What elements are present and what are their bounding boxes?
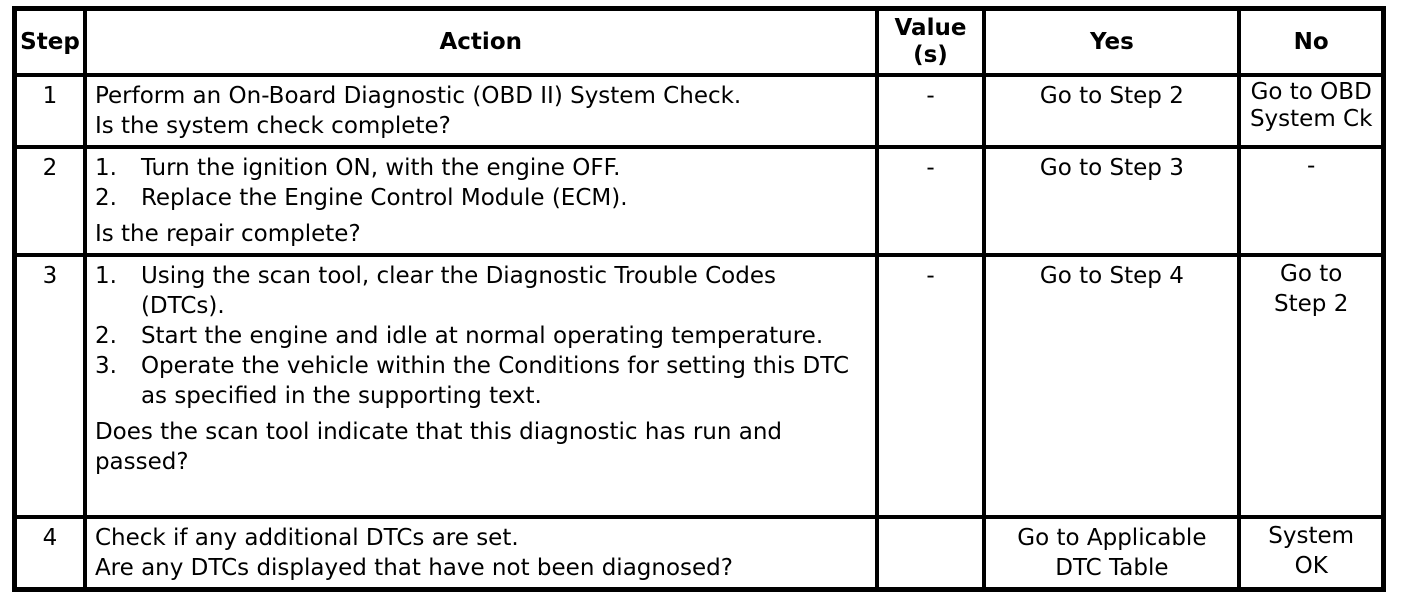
action-line: Perform an On-Board Diagnostic (OBD II) System Check. [94,83,742,109]
action-cell [85,147,877,255]
no-line: System [1268,523,1355,549]
header-yes: Yes [984,9,1239,75]
action-question: Is the repair complete? [94,221,361,247]
yes-cell: Go to Step 4 [984,255,1239,517]
list-item [95,153,867,183]
no-line: Go to OBD [1250,79,1372,105]
table-row [15,517,1383,589]
action-cell [85,75,877,147]
list-item [95,183,867,213]
action-line: Check if any additional DTCs are set. [94,525,519,551]
value-cell: - [877,75,985,147]
step-number: 4 [15,517,85,589]
yes-cell [984,517,1239,589]
diagnostic-table [12,6,1386,592]
step-number: 1 [15,75,85,147]
yes-cell: Go to Step 3 [984,147,1239,255]
value-cell [877,517,985,589]
no-line: System Ck [1249,106,1373,132]
no-line: Step 2 [1274,291,1349,317]
list-item [95,321,867,351]
action-line: Are any DTCs displayed that have not been diagnosed? [94,555,733,581]
list-number: 2. [94,185,117,211]
action-cell [85,255,877,517]
header-value [877,9,985,75]
action-steps-list [95,261,867,411]
step-number: 2 [15,147,85,255]
list-text: Using the scan tool, clear the Diagnostic Trouble Codes (DTCs). [140,263,776,319]
list-number: 3. [94,353,117,379]
list-text: Turn the ignition ON, with the engine OFF. [140,155,621,181]
value-cell: - [877,147,985,255]
action-steps-list [95,153,867,213]
action-cell [85,517,877,589]
header-no: No [1239,9,1383,75]
list-number: 2. [94,323,117,349]
yes-line: Go to Applicable [1017,525,1207,551]
list-number: 1. [94,263,117,289]
list-item [95,261,867,321]
list-text: Replace the Engine Control Module (ECM). [140,185,628,211]
table-row [15,255,1383,517]
diagnostic-table-wrapper [12,6,1386,592]
header-value-label: Value (s) [894,15,967,68]
header-step: Step [15,9,85,75]
header-row [15,9,1383,75]
step-number: 3 [15,255,85,517]
no-line: Go to [1280,261,1343,287]
no-cell [1239,75,1383,147]
list-text: Operate the vehicle within the Conditions for setting this DTC as specified in the supporting text. [140,353,850,409]
no-cell: - [1239,147,1383,255]
no-cell [1239,517,1383,589]
yes-cell: Go to Step 2 [984,75,1239,147]
action-line: Is the system check complete? [94,113,451,139]
yes-line: DTC Table [1055,555,1169,581]
list-text: Start the engine and idle at normal operating temperature. [140,323,824,349]
value-cell: - [877,255,985,517]
action-question: Does the scan tool indicate that this diagnostic has run and passed? [94,419,783,475]
list-item [95,351,867,411]
table-row [15,147,1383,255]
no-line: OK [1294,553,1328,579]
table-row [15,75,1383,147]
header-action: Action [85,9,877,75]
no-cell [1239,255,1383,517]
list-number: 1. [94,155,117,181]
